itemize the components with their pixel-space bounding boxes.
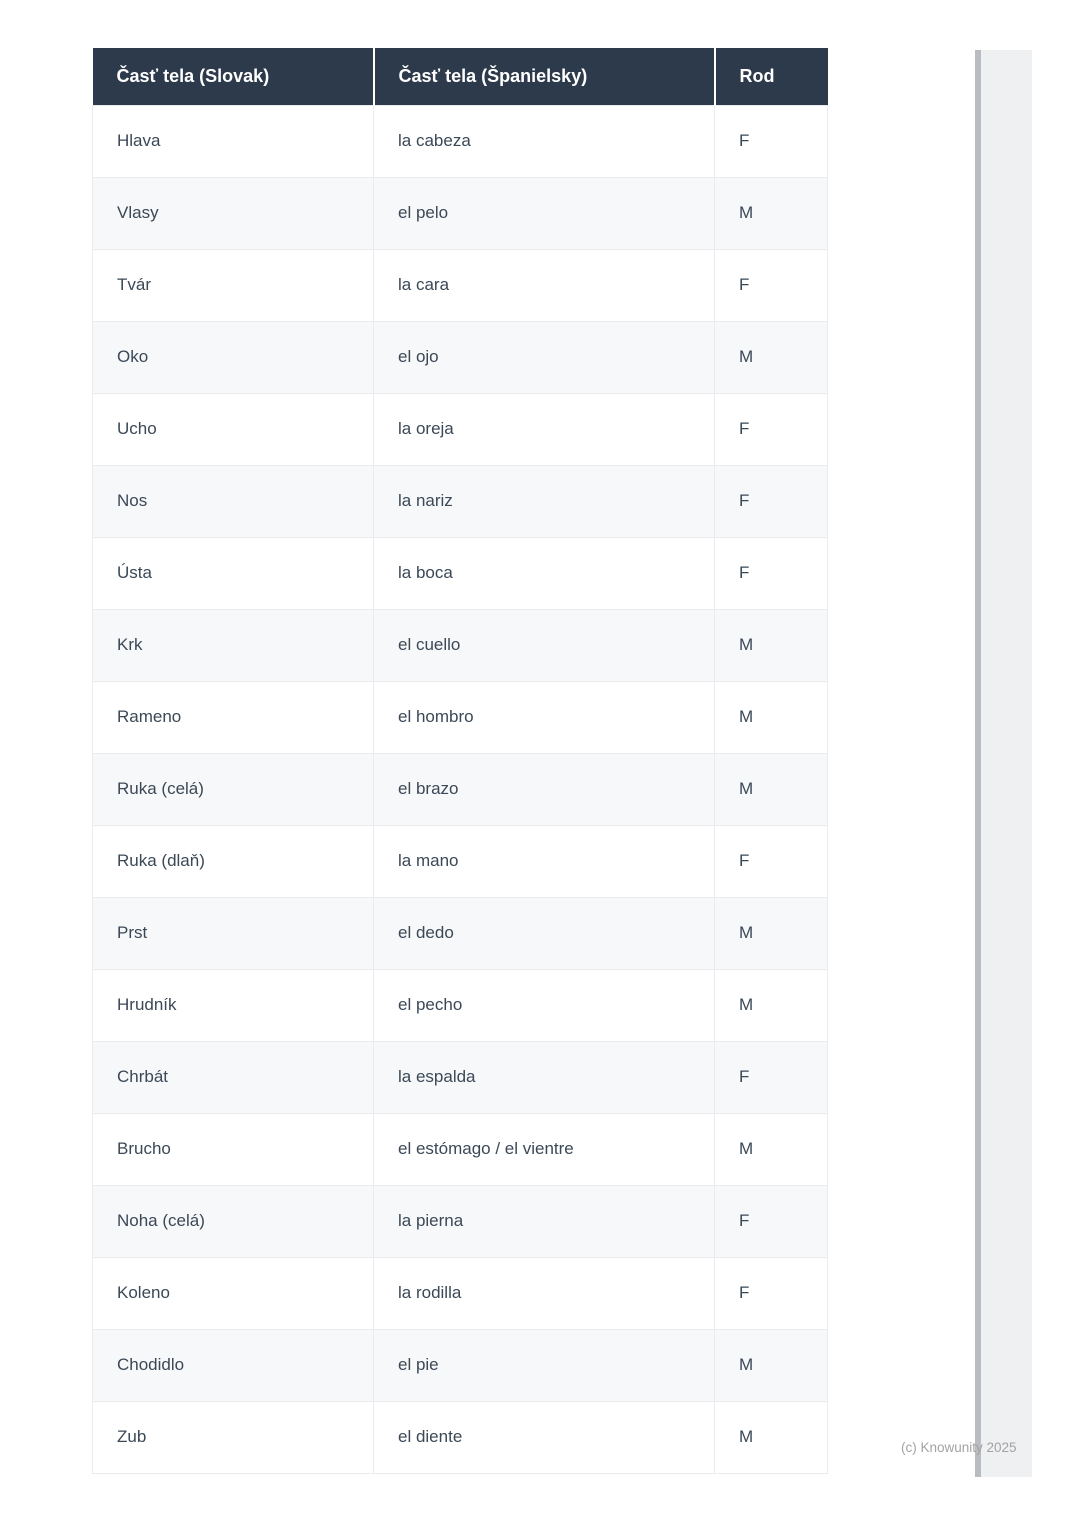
cell-spanish: el ojo bbox=[374, 321, 715, 393]
cell-gender: F bbox=[715, 1041, 828, 1113]
cell-slovak: Noha (celá) bbox=[93, 1185, 374, 1257]
cell-spanish: el cuello bbox=[374, 609, 715, 681]
cell-spanish: el brazo bbox=[374, 753, 715, 825]
table-row bbox=[93, 1113, 828, 1185]
cell-slovak: Hlava bbox=[93, 105, 374, 177]
table-row bbox=[93, 321, 828, 393]
header-spanish: Časť tela (Španielsky) bbox=[374, 48, 715, 105]
cell-gender: M bbox=[715, 177, 828, 249]
header-row bbox=[93, 48, 828, 105]
cell-gender: M bbox=[715, 1329, 828, 1401]
cell-spanish: la boca bbox=[374, 537, 715, 609]
cell-gender: F bbox=[715, 537, 828, 609]
table-row bbox=[93, 681, 828, 753]
cell-spanish: el hombro bbox=[374, 681, 715, 753]
cell-spanish: el dedo bbox=[374, 897, 715, 969]
cell-spanish: la nariz bbox=[374, 465, 715, 537]
cell-gender: F bbox=[715, 393, 828, 465]
cell-slovak: Chrbát bbox=[93, 1041, 374, 1113]
table-row bbox=[93, 1401, 828, 1473]
cell-spanish: la cabeza bbox=[374, 105, 715, 177]
table-row bbox=[93, 753, 828, 825]
cell-slovak: Ucho bbox=[93, 393, 374, 465]
cell-gender: M bbox=[715, 753, 828, 825]
cell-slovak: Oko bbox=[93, 321, 374, 393]
cell-spanish: la espalda bbox=[374, 1041, 715, 1113]
cell-gender: F bbox=[715, 105, 828, 177]
cell-spanish: el pecho bbox=[374, 969, 715, 1041]
table-row bbox=[93, 609, 828, 681]
table-row bbox=[93, 969, 828, 1041]
vocab-table bbox=[92, 48, 828, 1474]
table-row bbox=[93, 105, 828, 177]
table-row bbox=[93, 537, 828, 609]
cell-gender: M bbox=[715, 1401, 828, 1473]
cell-slovak: Tvár bbox=[93, 249, 374, 321]
cell-slovak: Chodidlo bbox=[93, 1329, 374, 1401]
table-row bbox=[93, 249, 828, 321]
cell-slovak: Vlasy bbox=[93, 177, 374, 249]
next-page-edge bbox=[975, 50, 1032, 1477]
header-slovak: Časť tela (Slovak) bbox=[93, 48, 374, 105]
cell-slovak: Ústa bbox=[93, 537, 374, 609]
cell-spanish: el estómago / el vientre bbox=[374, 1113, 715, 1185]
cell-spanish: el pie bbox=[374, 1329, 715, 1401]
cell-gender: M bbox=[715, 1113, 828, 1185]
table-row bbox=[93, 1257, 828, 1329]
cell-slovak: Zub bbox=[93, 1401, 374, 1473]
cell-slovak: Hrudník bbox=[93, 969, 374, 1041]
cell-spanish: la pierna bbox=[374, 1185, 715, 1257]
cell-spanish: el pelo bbox=[374, 177, 715, 249]
table-row bbox=[93, 1041, 828, 1113]
table-row bbox=[93, 825, 828, 897]
cell-slovak: Brucho bbox=[93, 1113, 374, 1185]
cell-gender: M bbox=[715, 681, 828, 753]
header-gender: Rod bbox=[715, 48, 828, 105]
cell-gender: F bbox=[715, 825, 828, 897]
cell-slovak: Krk bbox=[93, 609, 374, 681]
cell-slovak: Nos bbox=[93, 465, 374, 537]
watermark: (c) Knowunity 2025 bbox=[901, 1440, 1017, 1455]
cell-slovak: Ruka (dlaň) bbox=[93, 825, 374, 897]
cell-gender: F bbox=[715, 465, 828, 537]
table-row bbox=[93, 177, 828, 249]
cell-gender: M bbox=[715, 969, 828, 1041]
cell-gender: M bbox=[715, 897, 828, 969]
cell-slovak: Koleno bbox=[93, 1257, 374, 1329]
cell-spanish: el diente bbox=[374, 1401, 715, 1473]
cell-gender: F bbox=[715, 1185, 828, 1257]
cell-gender: M bbox=[715, 321, 828, 393]
table-row bbox=[93, 897, 828, 969]
vocab-table-header bbox=[93, 48, 828, 105]
table-row bbox=[93, 393, 828, 465]
vocab-table-body bbox=[93, 105, 828, 1473]
cell-spanish: la oreja bbox=[374, 393, 715, 465]
cell-gender: M bbox=[715, 609, 828, 681]
cell-spanish: la mano bbox=[374, 825, 715, 897]
cell-slovak: Ruka (celá) bbox=[93, 753, 374, 825]
cell-spanish: la cara bbox=[374, 249, 715, 321]
table-row bbox=[93, 1185, 828, 1257]
cell-spanish: la rodilla bbox=[374, 1257, 715, 1329]
cell-gender: F bbox=[715, 249, 828, 321]
cell-slovak: Rameno bbox=[93, 681, 374, 753]
cell-slovak: Prst bbox=[93, 897, 374, 969]
table-row bbox=[93, 1329, 828, 1401]
cell-gender: F bbox=[715, 1257, 828, 1329]
table-row bbox=[93, 465, 828, 537]
